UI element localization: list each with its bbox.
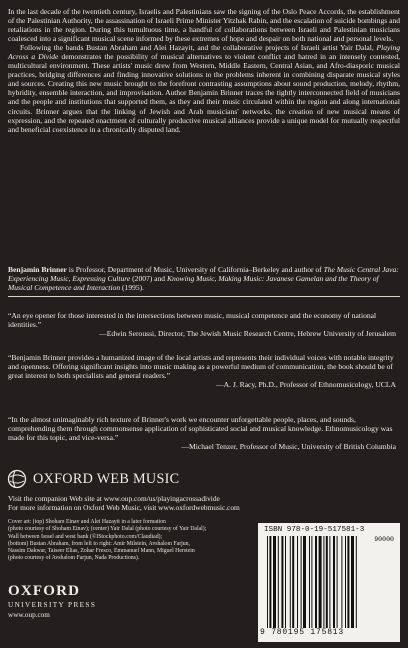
publisher-url: www.oup.com: [8, 611, 50, 619]
barcode-bar: [285, 536, 286, 628]
price-code: 90000: [374, 536, 394, 543]
barcode-bar: [341, 536, 342, 628]
book-title-1: The Music Central Java: Experiencing Music, Expressing Culture: [8, 265, 399, 284]
barcode-bar: [356, 536, 357, 628]
barcode-bar: [267, 536, 268, 628]
credit-line: (photo courtesy of Shoham Einav); (center) Yair Dalal (photo courtesy of Yair Dalal);: [8, 526, 207, 533]
owm-label: OXFORD WEB MUSIC: [33, 470, 180, 487]
barcode-bar: [347, 536, 349, 628]
barcode-bar: [337, 536, 338, 628]
barcode-bar: [309, 536, 310, 628]
endorsement-attribution: —Michael Tenzer, Professor of Music, University of British Columbia: [181, 442, 396, 452]
barcode-bar: [315, 536, 317, 628]
owm-info-line: For more information on Oxford Web Music, visit www.oxfordwebmusic.com: [8, 503, 240, 512]
barcode-bar: [319, 536, 322, 628]
barcode-bar: [311, 536, 312, 628]
author-name: Benjamin Brinner: [8, 265, 67, 274]
endorsement-text: “An eye opener for those interested in the intersections between music, musical competence and the economy of national identities.”: [8, 311, 377, 330]
barcode-bar: [292, 536, 294, 628]
credit-line: Cover art: (top) Shoham Einav and Alei Hazayit in a later formation: [8, 519, 166, 525]
credit-line: Wall between Israel and west bank (©IStockphoto.com/Claudiad);: [8, 533, 163, 540]
barcode-bar: [273, 536, 276, 628]
barcode-bar: [278, 536, 279, 628]
publisher-sub: UNIVERSITY PRESS: [8, 601, 97, 609]
barcode-bar: [290, 536, 291, 628]
endorsement-3: [8, 415, 400, 451]
divider: [8, 296, 400, 297]
barcode-bar: [351, 536, 354, 628]
endorsement-1: [8, 311, 400, 338]
barcode-bar: [326, 536, 328, 628]
bio-text: (1995).: [120, 283, 145, 293]
credit-line: (bottom) Bustan Abraham, from left to right: Amir Milstein, Avshalom Farjun,: [8, 540, 190, 547]
description-text: Following the bands Bustan Abraham and Alei Hazayit, and the collaborative projects of Israeli artist Yair Dalal,: [20, 43, 377, 53]
publisher-logo: [8, 584, 128, 619]
endorsement-text: “Benjamin Brinner provides a humanized image of the local artists and represents their individual voices with notable integrity and openness. Offering significant insights into music making as a powerful medium of communication, the book should be of great interest to both specialists and general readers.”: [8, 353, 394, 381]
barcode-box: [258, 523, 400, 642]
isbn-digits: 9 780195 175813: [260, 628, 345, 637]
barcode-bar: [269, 536, 271, 628]
endorsement-attribution: —A. J. Racy, Ph.D., Professor of Ethnomusicology, UCLA: [216, 380, 396, 390]
barcode-bar: [297, 536, 298, 628]
endorsement-2: [8, 353, 400, 389]
endorsement-text: “In the almost unimaginably rich texture of Brinner's work we encounter unforgettable people, places, and sounds, comprehending them through commonsense application of sophisticated social and musical knowledge. Ethnomusicology was made for this topic, and vice-versa.”: [8, 415, 393, 443]
barcode-bar: [323, 536, 324, 628]
barcode-bar: [281, 536, 283, 628]
oxford-web-music-logo: [7, 468, 227, 490]
companion-site-line: Visit the companion Web site at www.oup.com/us/playingacrossadivide: [8, 494, 220, 503]
barcode-bar: [345, 536, 346, 628]
book-title: Playing Across a Divide: [8, 43, 400, 62]
description-paragraph-2: [8, 43, 400, 133]
globe-icon: [7, 469, 27, 489]
barcode-bar: [333, 536, 335, 628]
barcode-bar: [329, 536, 330, 628]
description-text: demonstrates the possibility of musical alternatives to violent conflict and hatred in an intensely contested, multicultural environment. These artists' music drew from Western, Middle Eastern, Central Asian, and Afro-diasporic musical practices, bridging differences and finding innovative solutions to the problems inherent in combining disparate musical styles and sources. Creating this new music brought to the forefront contrasting assumptions about sound production, melody, rhythm, hybridity, ensemble interaction, and improvisation. Author Benjamin Brinner traces the tightly interconnected field of musicians and the people and institutions that supported them, as they and their music circulated within the region and along international circuits. Brinner argues that the linking of Jewish and Arab musicians' networks, the creation of new musical means of expression, and the repeated enactment of culturally productive musical alliances provide a unique model for mutually respectful and beneficial coexistence in a chronically disputed land.: [8, 52, 400, 134]
barcode-bar: [301, 536, 302, 628]
description-paragraph-1: In the last decade of the twentieth century, Israelis and Palestinians saw the signing of the Oslo Peace Accords, the establishment of the Palestinian Authority, the assassination of Israeli Prime Minister Yitzhak Rabin, and the escalation of suicide bombings and retaliations in the region. During this tumultuous time, a handful of collaborations between Israeli and Palestinian musicians coalesced into a significant musical scene informed by these extremes of hope and despair on both national and personal levels.: [8, 7, 401, 44]
publisher-name: OXFORD: [8, 583, 81, 599]
credit-line: (photo courtesy of Avshalom Farjun, Nada Productions).: [8, 555, 140, 562]
cover-credits: [8, 519, 238, 563]
barcode-bar: [303, 536, 306, 628]
credit-line: Nassim Dakwar, Taiseer Elias, Zohar Fresco, Emmanuel Mann, Miguel Herstein: [8, 548, 195, 555]
bio-text: is Professor, Department of Music, University of California–Berkeley and author of: [66, 265, 324, 274]
companion-site-info: [8, 494, 400, 512]
author-bio: [8, 265, 400, 292]
isbn-label: ISBN 978-0-19-517581-3: [264, 526, 365, 534]
book-title-2: Knowing Music, Making Music: Javanese Gamelan and the Theory of Musical Competence and Interaction: [8, 274, 379, 293]
bio-text: (2007) and: [130, 274, 167, 284]
barcode-icon: [265, 536, 393, 628]
book-description: [8, 7, 400, 134]
endorsement-attribution: —Edwin Seroussi, Director, The Jewish Music Research Centre, Hebrew University of Jerusalem: [99, 329, 396, 339]
